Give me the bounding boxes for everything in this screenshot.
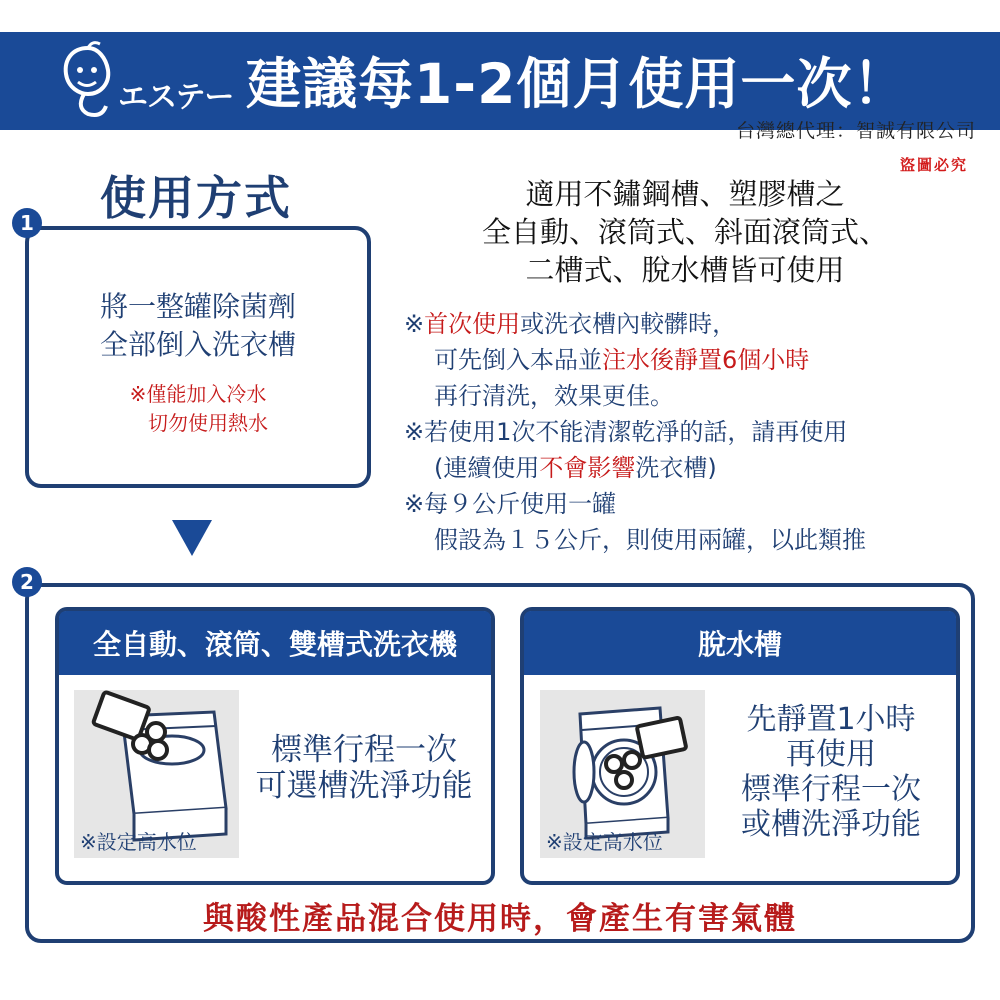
types-line: 全自動、滾筒式、斜面滾筒式、: [481, 215, 888, 249]
step1-line: 全部倒入洗衣槽: [99, 328, 296, 361]
agent-text: 台灣總代理：智誠有限公司: [735, 120, 976, 142]
note-mark: ※: [404, 310, 425, 338]
usage-notes: [404, 306, 994, 558]
note-line: ※每９公斤使用一罐: [404, 490, 617, 518]
note-line: 再行清洗，效果更佳。: [434, 382, 674, 410]
washer-instruction: [238, 732, 490, 804]
down-arrow-icon: [172, 520, 212, 556]
washer-water-level-note: ※設定高水位: [80, 830, 197, 854]
step2-number: 2: [12, 567, 42, 597]
note-text: 洗衣槽): [635, 454, 717, 482]
note-highlight: 注水後靜置6個小時: [602, 346, 810, 374]
dryer-instruction-line: 先靜置1小時: [746, 702, 916, 737]
types-line: 適用不鏽鋼槽、塑膠槽之: [525, 177, 845, 211]
note-line: ※若使用1次不能清潔乾淨的話，請再使用: [404, 418, 848, 446]
headline: 建議每1-2個月使用一次！: [246, 52, 909, 116]
dryer-water-level-note: ※設定高水位: [546, 830, 663, 854]
note-text: (連續使用: [434, 454, 540, 482]
dryer-instruction-line: 標準行程一次: [741, 772, 921, 807]
note-line: 假設為１５公斤，則使用兩罐，以此類推: [434, 526, 866, 554]
step1-note-line: 切勿使用熱水: [148, 411, 268, 435]
note-line: [404, 342, 994, 378]
note-text: 或洗衣槽內較髒時，: [520, 310, 737, 338]
step1-note-line: ※僅能加入冷水: [129, 382, 267, 406]
washer-instruction-line: 可選槽洗淨功能: [255, 768, 473, 804]
spin-dryer-panel-title: 脫水槽: [524, 611, 956, 675]
note-line: [404, 306, 994, 342]
step1-number: 1: [12, 208, 42, 238]
step1-instruction: [25, 288, 371, 364]
note-highlight: 首次使用: [424, 310, 521, 338]
dryer-instruction-line: 再使用: [786, 737, 876, 772]
dryer-instruction-line: 或槽洗淨功能: [741, 807, 921, 842]
applicable-types: [380, 175, 990, 289]
note-line: [404, 450, 994, 486]
warning-text: 與酸性產品混合使用時，會產生有害氣體: [203, 901, 797, 937]
types-line: 二槽式、脫水槽皆可使用: [525, 253, 845, 287]
brand-name: エステー: [118, 80, 234, 115]
note-text: 可先倒入本品並: [434, 346, 602, 374]
step1-line: 將一整罐除菌劑: [99, 290, 296, 323]
usage-title: 使用方式: [100, 171, 292, 225]
washer-panel-title: 全自動、滾筒、雙槽式洗衣機: [59, 611, 491, 675]
piracy-notice: 盜圖必究: [899, 156, 968, 174]
washer-instruction-line: 標準行程一次: [271, 732, 457, 768]
note-highlight: 不會影響: [539, 454, 636, 482]
dryer-instruction: [706, 702, 956, 842]
step1-note: [25, 380, 371, 438]
